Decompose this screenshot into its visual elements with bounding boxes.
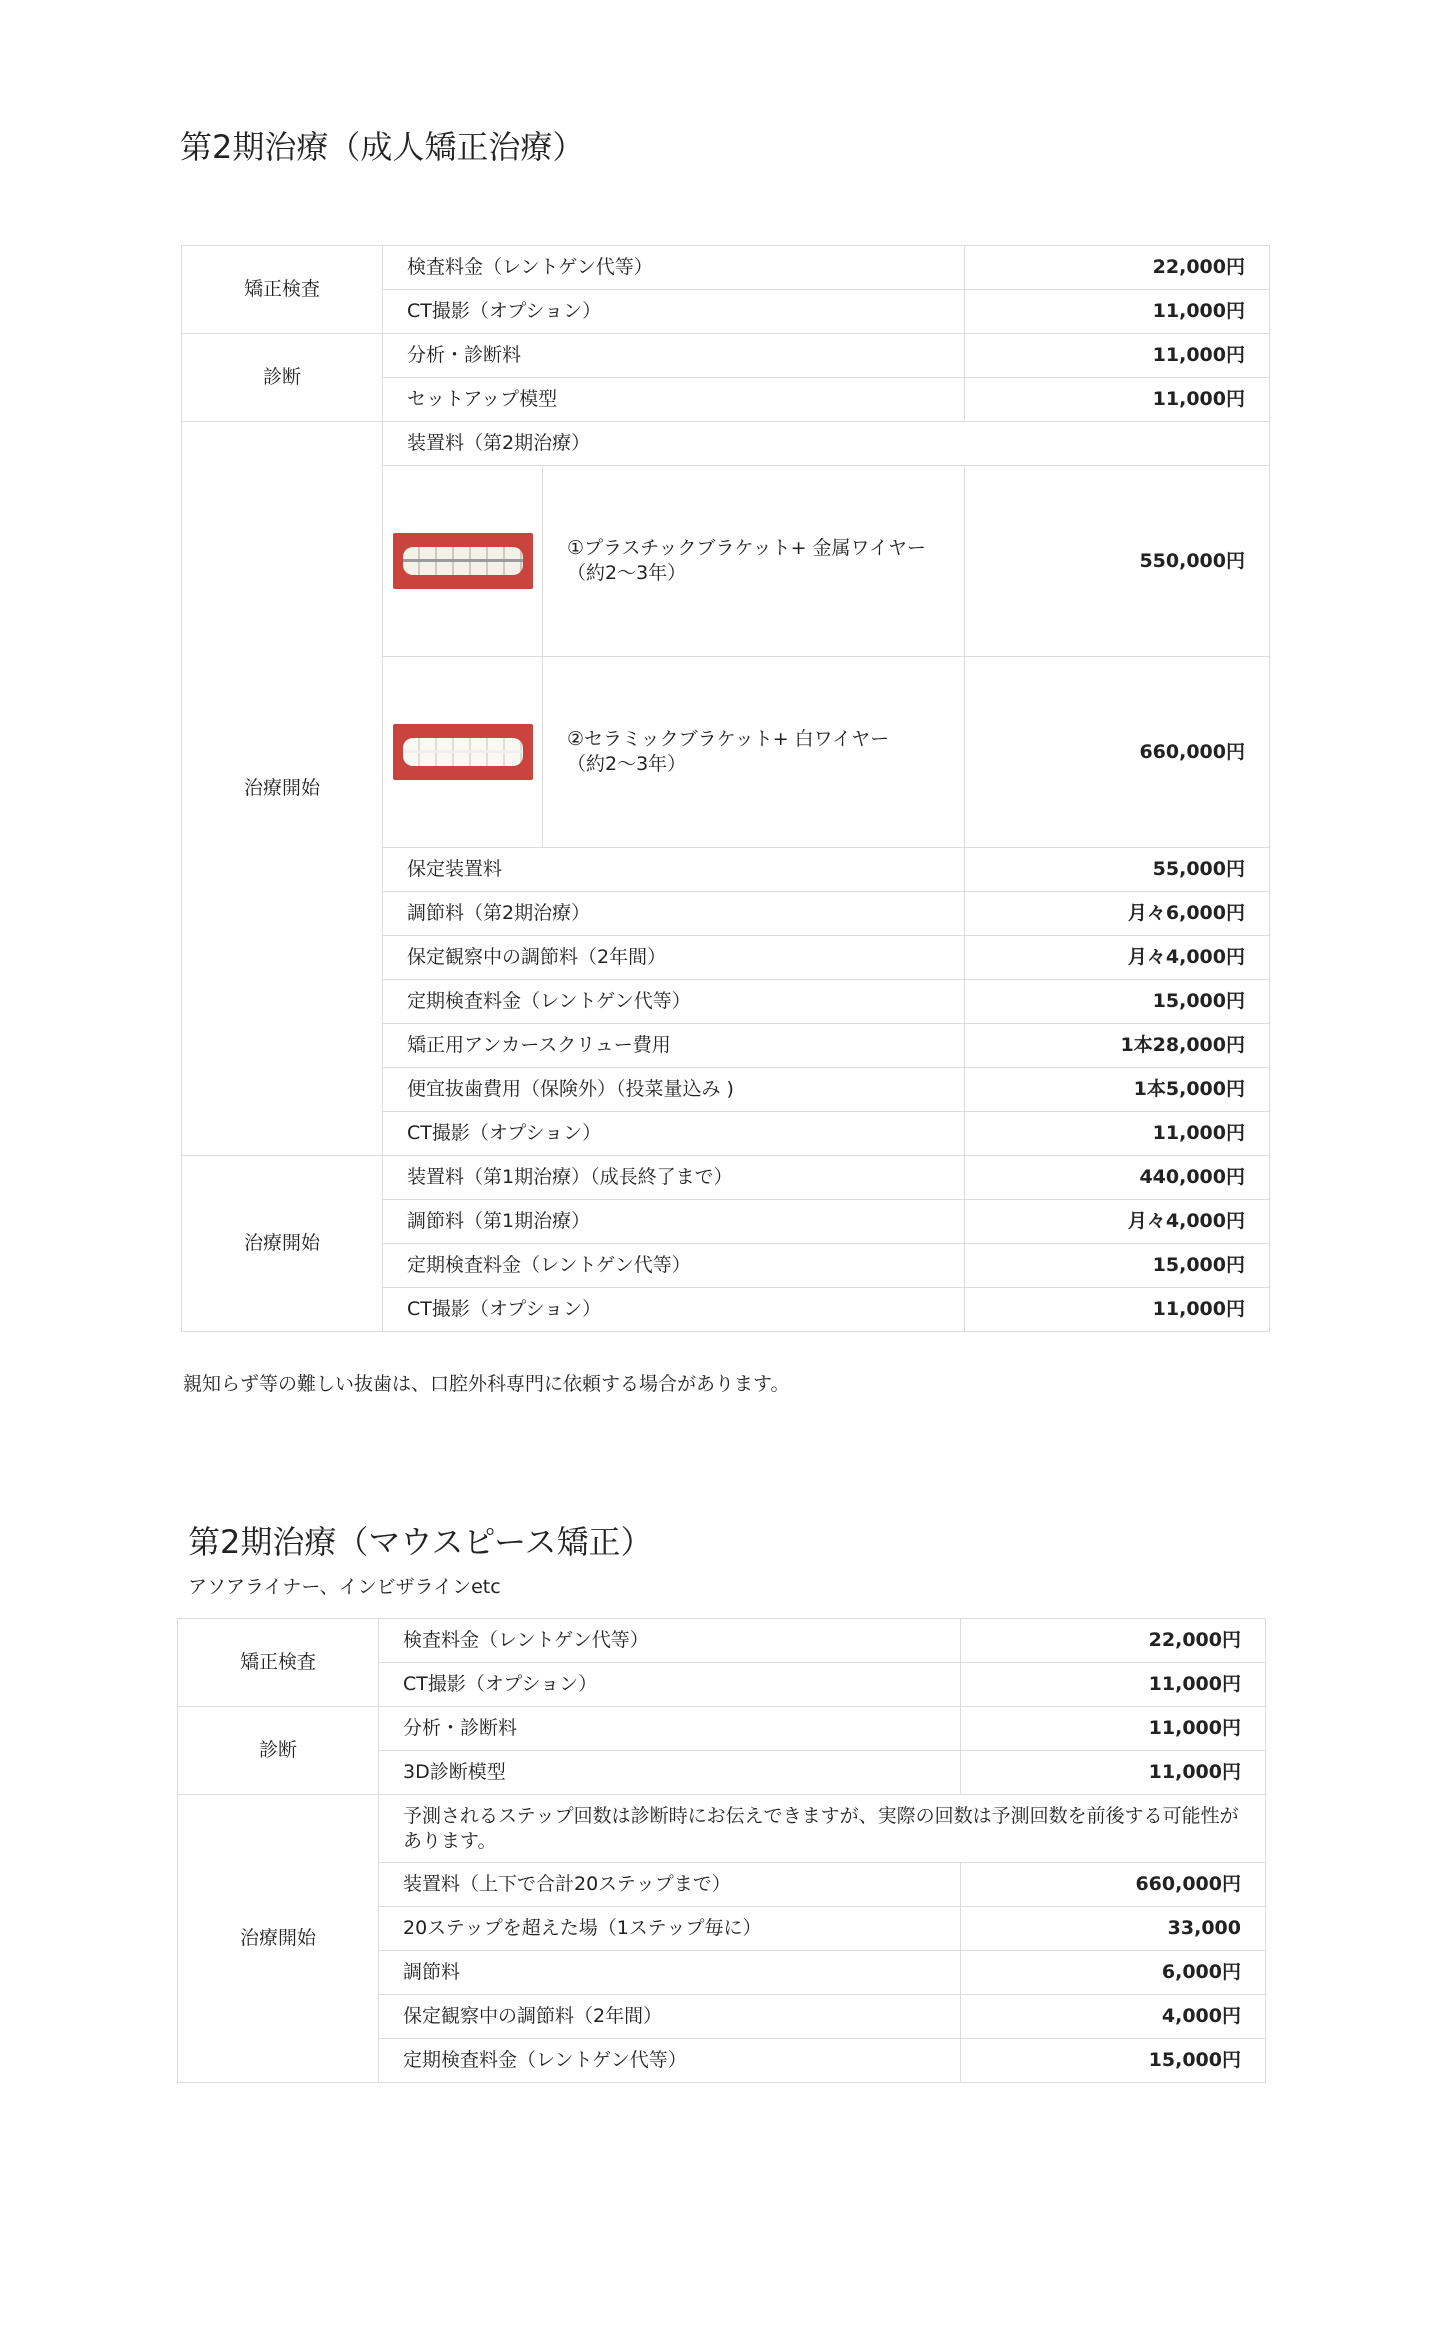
item-label: 20ステップを超えた場（1ステップ毎に） — [379, 1907, 961, 1951]
price-value: 11,000円 — [961, 1663, 1266, 1707]
price-value: 11,000円 — [961, 1707, 1266, 1751]
item-label: 定期検査料金（レントゲン代等） — [383, 980, 965, 1024]
price-value: 15,000円 — [965, 980, 1270, 1024]
item-label: 3D診断模型 — [379, 1751, 961, 1795]
step-count-notice: 予測されるステップ回数は診断時にお伝えできますが、実際の回数は予測回数を前後する可能性があります。 — [379, 1795, 1266, 1863]
category-exam: 矯正検査 — [178, 1619, 379, 1707]
option-period: （約2〜3年） — [567, 562, 687, 584]
price-value: 33,000 — [961, 1907, 1266, 1951]
item-label: 調節料 — [379, 1951, 961, 1995]
ceramic-braces-photo-icon — [393, 724, 533, 780]
price-value: 11,000円 — [965, 334, 1270, 378]
item-label: 調節料（第2期治療） — [383, 892, 965, 936]
mouthpiece-price-table — [177, 1618, 1266, 2083]
table-row — [178, 1619, 1266, 1663]
price-value: 11,000円 — [965, 1112, 1270, 1156]
item-label: 調節料（第1期治療） — [383, 1200, 965, 1244]
item-label: 保定観察中の調節料（2年間） — [383, 936, 965, 980]
option-description — [543, 657, 965, 848]
metal-braces-photo-icon — [393, 533, 533, 589]
price-value: 11,000円 — [965, 378, 1270, 422]
price-value: 11,000円 — [965, 1288, 1270, 1332]
item-label: 便宜抜歯費用（保険外）（投菜量込み ) — [383, 1068, 965, 1112]
price-value: 6,000円 — [961, 1951, 1266, 1995]
category-diagnosis: 診断 — [178, 1707, 379, 1795]
item-label: 分析・診断料 — [383, 334, 965, 378]
price-value: 11,000円 — [965, 290, 1270, 334]
price-value: 660,000円 — [965, 657, 1270, 848]
item-label: 分析・診断料 — [379, 1707, 961, 1751]
category-treatment-start-phase1: 治療開始 — [182, 1156, 383, 1332]
device-fee-header: 装置料（第2期治療） — [383, 422, 1270, 466]
price-value: 15,000円 — [961, 2039, 1266, 2083]
category-exam: 矯正検査 — [182, 246, 383, 334]
item-label: 定期検査料金（レントゲン代等） — [383, 1244, 965, 1288]
price-value: 1本28,000円 — [965, 1024, 1270, 1068]
option-description — [543, 466, 965, 657]
item-label: 定期検査料金（レントゲン代等） — [379, 2039, 961, 2083]
extraction-note: 親知らず等の難しい抜歯は、口腔外科専門に依頼する場合があります。 — [183, 1373, 790, 1395]
item-label: 検査料金（レントゲン代等） — [379, 1619, 961, 1663]
item-label: 矯正用アンカースクリュー費用 — [383, 1024, 965, 1068]
price-value: 月々4,000円 — [965, 1200, 1270, 1244]
table-row — [182, 1156, 1270, 1200]
section2-title: 第2期治療（マウスピース矯正） — [188, 1523, 653, 1561]
adult-ortho-price-table — [181, 245, 1270, 1332]
item-label: 保定装置料 — [383, 848, 965, 892]
item-label: 検査料金（レントゲン代等） — [383, 246, 965, 290]
option-image-cell — [383, 466, 543, 657]
option-period: （約2〜3年） — [567, 753, 687, 775]
section2-subtitle: アソアライナー、インビザラインetc — [188, 1576, 501, 1598]
item-label: CT撮影（オプション） — [383, 1112, 965, 1156]
price-value: 55,000円 — [965, 848, 1270, 892]
category-treatment-start: 治療開始 — [182, 422, 383, 1156]
item-label: 保定観察中の調節料（2年間） — [379, 1995, 961, 2039]
item-label: 装置料（第1期治療）（成長終了まで） — [383, 1156, 965, 1200]
price-value: 22,000円 — [961, 1619, 1266, 1663]
price-value: 4,000円 — [961, 1995, 1266, 2039]
item-label: 装置料（上下で合計20ステップまで） — [379, 1863, 961, 1907]
table-row — [182, 334, 1270, 378]
price-value: 550,000円 — [965, 466, 1270, 657]
section1-title: 第2期治療（成人矯正治療） — [180, 128, 585, 166]
option-name: ②セラミックブラケット+ 白ワイヤー — [567, 728, 890, 750]
option-name: ①プラスチックブラケット+ 金属ワイヤー — [567, 537, 926, 559]
price-value: 660,000円 — [961, 1863, 1266, 1907]
table-row — [182, 422, 1270, 466]
price-value: 月々4,000円 — [965, 936, 1270, 980]
category-diagnosis: 診断 — [182, 334, 383, 422]
price-value: 11,000円 — [961, 1751, 1266, 1795]
table-row — [178, 1707, 1266, 1751]
option-image-cell — [383, 657, 543, 848]
category-treatment-start: 治療開始 — [178, 1795, 379, 2083]
item-label: CT撮影（オプション） — [383, 290, 965, 334]
price-value: 22,000円 — [965, 246, 1270, 290]
table-row — [178, 1795, 1266, 1863]
item-label: CT撮影（オプション） — [383, 1288, 965, 1332]
price-value: 15,000円 — [965, 1244, 1270, 1288]
item-label: セットアップ模型 — [383, 378, 965, 422]
item-label: CT撮影（オプション） — [379, 1663, 961, 1707]
price-value: 1本5,000円 — [965, 1068, 1270, 1112]
table-row — [182, 246, 1270, 290]
price-value: 月々6,000円 — [965, 892, 1270, 936]
price-value: 440,000円 — [965, 1156, 1270, 1200]
